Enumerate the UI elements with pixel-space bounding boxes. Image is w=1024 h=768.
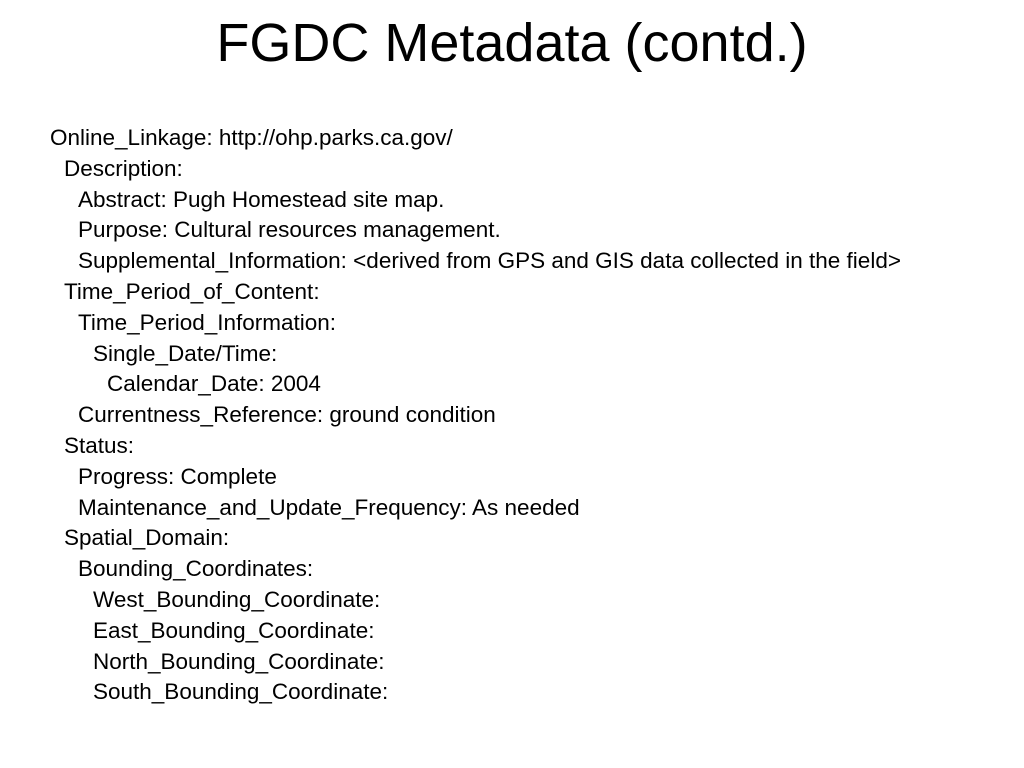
metadata-line-description: Description: bbox=[64, 155, 183, 181]
metadata-line-progress: Progress: Complete bbox=[78, 463, 277, 489]
metadata-line-supplemental-information: Supplemental_Information: <derived from GPS and GIS data collected in the field> bbox=[78, 248, 901, 274]
metadata-line-west-bounding-coordinate: West_Bounding_Coordinate: bbox=[93, 586, 381, 612]
metadata-line-status: Status: bbox=[64, 432, 135, 458]
metadata-line-north-bounding-coordinate: North_Bounding_Coordinate: bbox=[93, 648, 385, 674]
metadata-list bbox=[50, 123, 901, 708]
slide-title: FGDC Metadata (contd.) bbox=[216, 13, 808, 73]
metadata-line-maintenance-update-frequency: Maintenance_and_Update_Frequency: As needed bbox=[78, 494, 580, 520]
metadata-line-single-date-time: Single_Date/Time: bbox=[93, 340, 278, 366]
metadata-line-calendar-date: Calendar_Date: 2004 bbox=[107, 371, 321, 397]
metadata-line-bounding-coordinates: Bounding_Coordinates: bbox=[78, 556, 314, 582]
metadata-line-east-bounding-coordinate: East_Bounding_Coordinate: bbox=[93, 617, 375, 643]
metadata-line-time-period-information: Time_Period_Information: bbox=[78, 309, 337, 335]
metadata-line-spatial-domain: Spatial_Domain: bbox=[64, 525, 230, 551]
metadata-line-time-period-of-content: Time_Period_of_Content: bbox=[64, 278, 320, 304]
metadata-line-purpose: Purpose: Cultural resources management. bbox=[78, 217, 501, 243]
metadata-line-online-linkage: Online_Linkage: http://ohp.parks.ca.gov/ bbox=[50, 125, 453, 150]
metadata-line-abstract: Abstract: Pugh Homestead site map. bbox=[78, 186, 445, 212]
metadata-line-currentness-reference: Currentness_Reference: ground condition bbox=[78, 402, 496, 428]
metadata-line-south-bounding-coordinate: South_Bounding_Coordinate: bbox=[93, 679, 389, 705]
